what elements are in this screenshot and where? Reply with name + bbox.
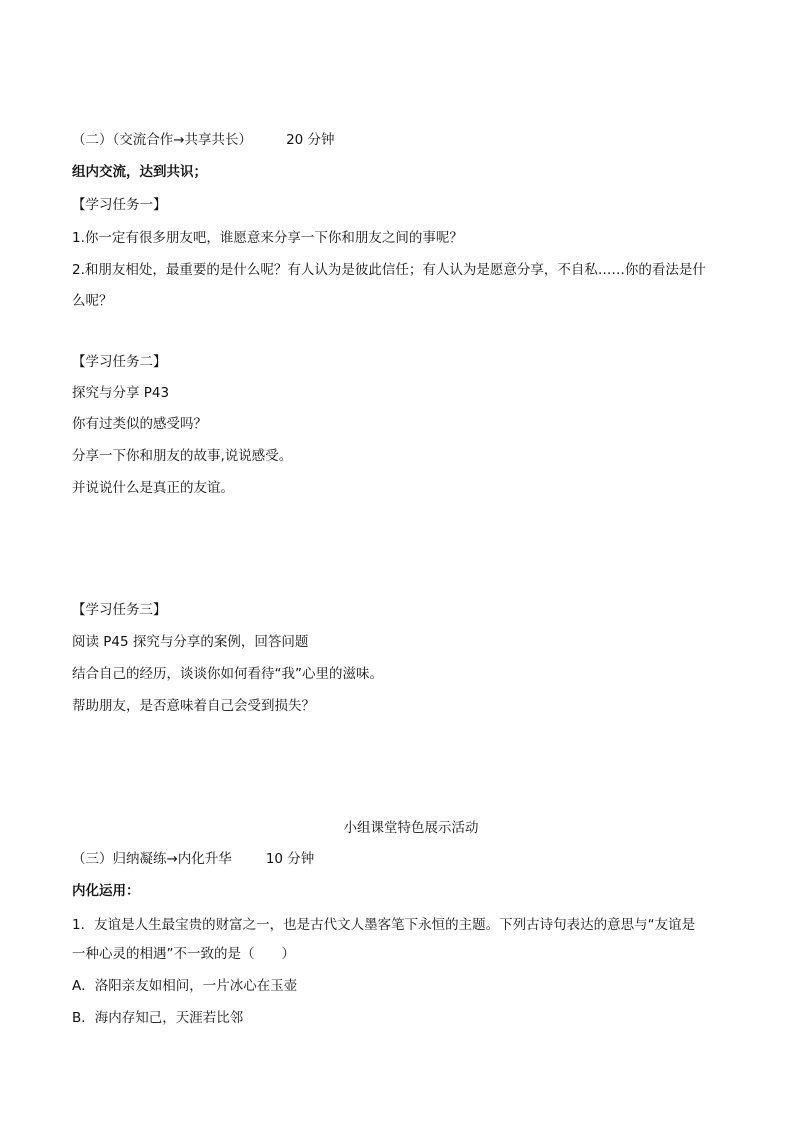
activity-title: 小组课堂特色展示活动 [343,820,479,836]
task2-line: 探究与分享 P43 [72,385,170,401]
task3-line: 阅读 P45 探究与分享的案例，回答问题 [72,634,309,650]
task1-question-2-line1: 2.和朋友相处，最重要的是什么呢？有人认为是彼此信任；有人认为是愿意分享，不自私……你的看法是什 [72,262,706,278]
section2-intro: 组内交流，达到共识； [72,164,207,180]
section3-heading-line [72,850,314,868]
question1-option-a: A．洛阳亲友如相问，一片冰心在玉壶 [72,978,298,994]
task2-title: 【学习任务二】 [72,354,167,370]
task3-line: 结合自己的经历，谈谈你如何看待“我”心里的滋味。 [72,666,383,682]
question1-line2: 一种心灵的相遇”不一致的是（ ） [72,946,295,962]
question1-option-b: B．海内存知己，天涯若比邻 [72,1010,244,1026]
task1-question-1: 1.你一定有很多朋友吧，谁愿意来分享一下你和朋友之间的事呢？ [72,230,463,246]
task1-question-2-line2: 么呢？ [72,293,113,309]
section2-heading: （二）（交流合作→共享共长） [72,132,253,148]
task2-line: 你有过类似的感受吗？ [72,416,207,432]
task2-line: 分享一下你和朋友的故事,说说感受。 [72,448,293,464]
section3-duration: 10 分钟 [265,851,315,867]
section2-duration: 20 分钟 [286,132,335,148]
question1-line1: 1．友谊是人生最宝贵的财富之一，也是古代文人墨客笔下永恒的主题。下列古诗句表达的意思与“友谊是 [72,917,696,933]
section2-heading-line [72,131,335,149]
section3-intro: 内化运用： [72,883,140,899]
task3-title: 【学习任务三】 [72,602,167,618]
task2-line: 并说说什么是真正的友谊。 [72,480,234,496]
task3-line: 帮助朋友，是否意味着自己会受到损失？ [72,698,315,714]
task1-title: 【学习任务一】 [72,197,167,213]
section3-heading: （三）归纳凝练→内化升华 [72,851,232,867]
